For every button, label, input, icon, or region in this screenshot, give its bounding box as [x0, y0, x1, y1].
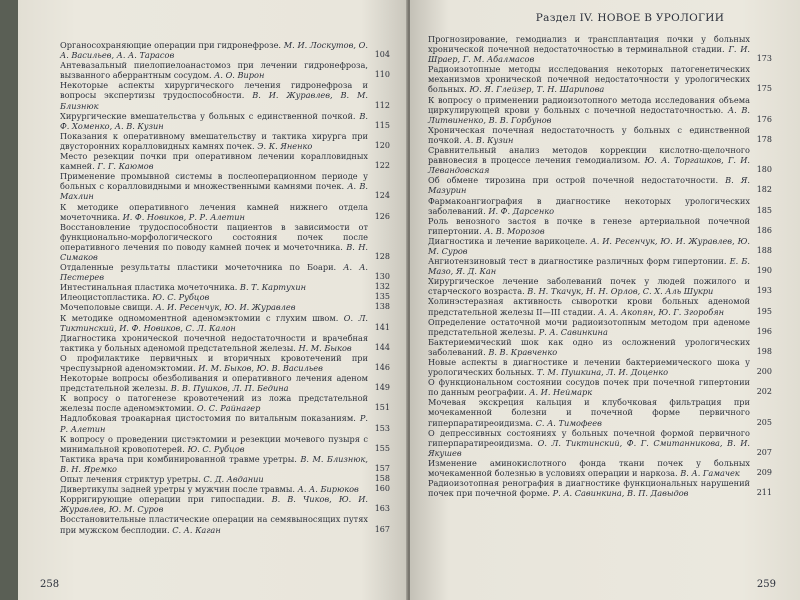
- toc-entry-page: 120: [374, 140, 390, 150]
- toc-entry: [60, 494, 390, 514]
- toc-entry-title: Корригирующие операции при гипоспадии.: [60, 494, 265, 505]
- toc-entry-title: Хирургические вмешательства у больных с единственной почкой.: [60, 110, 356, 121]
- toc-entry-authors: А. О. Вирон: [214, 70, 265, 81]
- toc-entry: [428, 236, 772, 256]
- toc-entry-title: Восстановительные пластические операции на семявыносящих путях при мужском бесплодии.: [60, 514, 368, 535]
- toc-entry-title: О профилактике первичных и вторичных кровотечений при чреспузырной аденомэктомии.: [60, 352, 368, 373]
- toc-entry-title: К методике одномоментной аденомэктомии с глухим швом.: [60, 312, 339, 323]
- toc-entry-title: Органосохраняющие операции при гидронефрозе.: [60, 40, 282, 50]
- toc-entry-authors: С. А. Каган: [172, 524, 221, 535]
- toc-entry: [428, 317, 772, 337]
- toc-entry-page: 196: [756, 326, 772, 336]
- toc-entry-page: 195: [756, 306, 772, 316]
- toc-entry: [428, 125, 772, 145]
- toc-entry-authors: В. Ф. Хоменко, А. В. Кузин: [60, 110, 368, 131]
- toc-entry-authors: Ю. Я. Глейзер, Т. Н. Шарипова: [469, 84, 605, 95]
- toc-entry-title: Диагностика хронической почечной недостаточности и врачебная тактика у больных аденомой предстательной железы.: [60, 332, 368, 353]
- toc-entry: [428, 196, 772, 216]
- left-page: [18, 0, 408, 600]
- toc-entry-page: 155: [374, 443, 390, 453]
- toc-entry-page: 178: [756, 134, 772, 144]
- toc-entry: [60, 514, 390, 534]
- toc-entry-title: Прогнозирование, гемодиализ и трансплантация почки у больных хронической почечной недостаточностью в терминальной стадии.: [428, 34, 750, 55]
- toc-entry: [60, 111, 390, 131]
- toc-entry: [60, 80, 390, 110]
- toc-entry: [428, 34, 772, 64]
- toc-entry: [428, 397, 772, 427]
- toc-entry-page: 182: [756, 185, 772, 195]
- toc-entry-title: К вопросу о патогенезе кровотечений из ложа предстательной железы после аденомэктомии.: [60, 393, 368, 414]
- toc-entry-page: 146: [374, 363, 390, 372]
- toc-entry-authors: А. И. Неймарк: [529, 387, 593, 398]
- toc-entry-authors: Г. Г. Каюмов: [97, 161, 154, 172]
- toc-entry-page: 180: [756, 165, 772, 175]
- toc-entry: [60, 353, 390, 373]
- toc-entry-authors: А. А. Акопян, Ю. Г. Згоробян: [598, 306, 725, 317]
- left-toc-list: [60, 40, 390, 535]
- toc-entry: [60, 313, 390, 333]
- toc-entry-page: 173: [756, 54, 772, 64]
- toc-entry-authors: Э. К. Яненко: [257, 140, 313, 151]
- toc-entry-title: Роль венозного застоя в почке в генезе артериальной почечной гипертонии.: [428, 215, 750, 236]
- toc-entry: [60, 474, 390, 484]
- toc-entry-title: Опыт лечения стриктур уретры.: [60, 474, 201, 485]
- right-page-number: 259: [756, 579, 776, 590]
- toc-entry-authors: Г. И. Шраер, Г. М. Абалмасов: [428, 44, 751, 65]
- toc-entry-authors: В. В. Пушков, Л. П. Бедина: [170, 383, 289, 394]
- toc-entry-page: 205: [756, 417, 772, 427]
- toc-entry-page: 167: [374, 524, 390, 534]
- toc-entry-page: 209: [756, 468, 772, 478]
- toc-entry-authors: А. И. Ресенчук, Ю. И. Журавлев: [155, 302, 296, 313]
- toc-entry-title: К вопросу о применении радиоизотопного метода исследования объема циркулирующей крови у больных с почечной недостаточностью.: [428, 94, 750, 115]
- toc-entry-title: К вопросу о проведении цистэктомии и резекции мочевого пузыря с минимальной кровопотерей.: [60, 433, 368, 454]
- toc-entry-title: Сравнительный анализ методов коррекции кислотно-щелочного равновесия в процессе лечения гемодиализом.: [428, 145, 750, 166]
- toc-entry-title: Определение остаточной мочи радиоизотопным методом при аденоме предстательной железы.: [428, 316, 750, 337]
- toc-entry-authors: В. А. Гамачек: [680, 468, 740, 479]
- toc-entry-page: 198: [756, 346, 772, 356]
- toc-entry-title: Изменение аминокислотного фонда ткани почек у больных мочекаменной болезнью в условиях операции и наркоза.: [428, 457, 750, 479]
- toc-entry: [60, 292, 390, 302]
- toc-entry: [60, 131, 390, 151]
- right-page: [410, 0, 800, 600]
- right-toc-list: [428, 34, 772, 498]
- toc-entry-title: Об обмене тирозина при острой почечной недостаточности.: [428, 175, 719, 186]
- toc-entry-title: Отдаленные результаты пластики мочеточника по Боари.: [60, 262, 337, 273]
- toc-entry-title: Антевазальный пиелопиелоанастомоз при лечении гидронефроза, вызванного аберрантным сосудом.: [60, 60, 368, 81]
- toc-entry-authors: М. И. Лоскутов, О. А. Васильев, А. А. Тарасов: [60, 40, 368, 61]
- toc-entry-page: 207: [756, 447, 772, 457]
- toc-entry-authors: А. В. Литвиненко, В. В. Горбунов: [428, 104, 750, 125]
- toc-entry: [60, 434, 390, 454]
- toc-entry-title: Некоторые аспекты хирургического лечения гидронефроза и вопросы экспертизы трудоспособности.: [60, 80, 368, 101]
- toc-entry: [60, 60, 390, 80]
- toc-entry-authors: Р. Р. Алетин: [60, 413, 368, 434]
- toc-entry-page: 186: [756, 225, 772, 235]
- toc-entry-page: 149: [374, 383, 390, 393]
- toc-entry-title: Тактика врача при комбинированной травме уретры.: [60, 453, 297, 464]
- toc-entry: [60, 302, 390, 312]
- toc-entry: [428, 145, 772, 175]
- toc-entry: [60, 282, 390, 292]
- toc-entry: [60, 151, 390, 171]
- toc-entry: [60, 171, 390, 201]
- toc-entry-title: Восстановление трудоспособности пациентов в зависимости от функционально-морфологического состояния почек после оперативного лечения по поводу камней почек и мочеточника.: [60, 221, 368, 252]
- section-header: Раздел IV. НОВОЕ В УРОЛОГИИ: [535, 12, 725, 24]
- toc-entry-authors: Р. А. Савинкина, В. П. Давыдов: [552, 488, 689, 499]
- toc-entry-title: О депрессивных состояниях у больных почечной формой первичного гиперпаратиреоидизма.: [428, 427, 750, 448]
- toc-entry-title: К методике оперативного лечения камней нижнего отдела мочеточника.: [60, 201, 368, 222]
- toc-entry-title: Холинэстеразная активность сыворотки крови больных аденомой предстательной железы II—III стадии.: [428, 296, 750, 317]
- toc-entry-authors: Ю. А. Торгашков, Г. И. Левандовская: [428, 155, 750, 176]
- toc-entry-authors: А. В. Махлин: [60, 181, 368, 202]
- toc-entry: [428, 175, 772, 195]
- toc-entry-page: 190: [756, 266, 772, 276]
- toc-entry-title: Применение промывной системы в послеоперационном периоде у больных с коралловидными и множественными камнями почек.: [60, 171, 368, 192]
- toc-entry-authors: В. М. Близнюк, В. Н. Яремко: [60, 453, 368, 474]
- toc-entry-page: 130: [374, 272, 390, 282]
- toc-entry-title: Диагностика и лечение варикоцеле.: [428, 235, 588, 246]
- toc-entry-page: 157: [374, 463, 390, 473]
- toc-entry-authors: В. Т. Картухин: [239, 282, 307, 293]
- toc-entry-title: Бактериемический шок как одно из осложнений урологических заболеваний.: [428, 336, 750, 357]
- toc-entry-page: 193: [756, 286, 772, 296]
- toc-entry-page: 135: [374, 292, 390, 302]
- toc-entry: [428, 256, 772, 276]
- toc-entry-page: 141: [374, 322, 390, 332]
- toc-entry-page: 122: [374, 161, 390, 171]
- toc-entry: [60, 222, 390, 262]
- toc-entry: [60, 40, 390, 60]
- toc-entry-title: Илеоцистопластика.: [60, 292, 150, 303]
- toc-entry-authors: В. И. Журавлев, В. М. Близнюк: [60, 90, 369, 111]
- toc-entry-page: 104: [374, 50, 390, 60]
- toc-entry-authors: А. А. Пестерев: [60, 262, 368, 283]
- toc-entry-authors: О. Л. Тиктинский, И. Ф. Новиков, С. Л. Калон: [60, 312, 369, 333]
- toc-entry: [60, 413, 390, 433]
- toc-entry-authors: О. Л. Тиктинский, Ф. Г. Смитанникова, В. И. Якушев: [428, 437, 751, 458]
- toc-entry-authors: И. Ф. Новиков, Р. Р. Алетин: [122, 211, 245, 222]
- toc-entry-authors: Р. А. Савинкина: [538, 326, 608, 337]
- left-page-number: 258: [40, 579, 60, 590]
- toc-entry-authors: И. М. Быков, Ю. В. Васильев: [198, 363, 323, 373]
- toc-entry-authors: Ю. С. Рубцов: [152, 292, 210, 303]
- toc-entry-page: 211: [756, 488, 772, 498]
- toc-entry-authors: О. С. Райнагер: [196, 403, 261, 414]
- toc-entry-page: 153: [374, 423, 390, 433]
- toc-entry: [428, 216, 772, 236]
- toc-entry-page: 175: [756, 84, 772, 94]
- toc-entry: [428, 337, 772, 357]
- toc-entry-title: Новые аспекты в диагностике и лечении бактериемического шока у урологических больных.: [428, 357, 750, 378]
- toc-entry-title: Хроническая почечная недостаточность у больных с единственной почкой.: [428, 124, 750, 145]
- toc-entry-page: 112: [374, 100, 390, 110]
- toc-entry-authors: А. И. Ресенчук, Ю. И. Журавлев, Ю. М. Суров: [428, 235, 750, 256]
- toc-entry-authors: А. В. Морозов: [484, 225, 545, 236]
- toc-entry-title: Показания к оперативному вмешательству и тактика хирурга при двусторонних коралловидных камнях почек.: [60, 130, 368, 151]
- toc-entry-page: 185: [756, 205, 772, 215]
- toc-entry-page: 126: [374, 211, 390, 221]
- toc-entry-page: 188: [756, 245, 772, 255]
- toc-entry-title: Радиоизотопная ренография в диагностике функциональных нарушений почек при почечной форме.: [428, 478, 750, 499]
- toc-entry-title: Мочеполовые свищи.: [60, 302, 153, 313]
- toc-entry-title: Некоторые вопросы обезболивания и оперативного лечения аденом предстательной железы.: [60, 373, 368, 394]
- toc-entry: [428, 357, 772, 377]
- toc-entry-page: 144: [374, 342, 390, 352]
- toc-entry: [60, 202, 390, 222]
- toc-entry-page: 124: [374, 191, 390, 201]
- toc-entry-page: 138: [374, 302, 390, 312]
- toc-entry-page: 202: [756, 387, 772, 397]
- toc-entry: [60, 454, 390, 474]
- toc-entry: [60, 333, 390, 353]
- toc-entry-authors: Н. М. Быков: [298, 342, 352, 353]
- toc-entry-authors: В. Я. Мазурин: [428, 175, 751, 196]
- toc-entry: [428, 478, 772, 498]
- toc-entry-title: О функциональном состоянии сосудов почек при почечной гипертонии по данным реографии.: [428, 377, 750, 398]
- toc-entry-authors: С. Д. Авдании: [203, 474, 264, 485]
- toc-entry-page: 115: [374, 120, 390, 130]
- toc-entry-authors: В. Н. Симаков: [60, 241, 368, 262]
- toc-entry-title: Дивертикулы задней уретры у мужчин после травмы.: [60, 484, 296, 495]
- toc-entry-authors: А. В. Кузин: [464, 134, 514, 145]
- toc-entry: [428, 377, 772, 397]
- toc-entry-authors: В. В. Чиков, Ю. И. Журавлев, Ю. М. Суров: [60, 494, 368, 515]
- toc-entry-authors: И. Ф. Дарсенко: [488, 205, 555, 216]
- toc-entry-page: 158: [374, 474, 390, 484]
- toc-entry: [428, 64, 772, 94]
- toc-entry-page: 110: [374, 70, 390, 80]
- toc-entry-title: Мочевая экскреция кальция и клубочковая фильтрация при мочекаменной болезни и почечной форме первичного гиперпаратиреоидизма.: [428, 397, 750, 428]
- toc-entry: [428, 428, 772, 458]
- toc-entry: [428, 296, 772, 316]
- toc-entry-title: Надлобковая троакарная цистостомия по витальным показаниям.: [60, 413, 356, 424]
- toc-entry-authors: А. А. Бирюков: [297, 484, 359, 495]
- toc-entry-authors: Е. Б. Мазо, Я. Д. Кан: [428, 256, 750, 277]
- toc-entry-page: 128: [374, 251, 390, 261]
- toc-entry-page: 160: [374, 484, 390, 494]
- toc-entry-authors: В. Н. Ткачук, Н. Н. Орлов, С. Х. Аль Шукри: [527, 286, 714, 297]
- toc-entry-title: Интестинальная пластика мочеточника.: [60, 282, 238, 293]
- toc-entry-title: Место резекции почки при оперативном лечении коралловидных камней.: [60, 151, 368, 172]
- toc-entry-page: 176: [756, 114, 772, 124]
- toc-entry: [60, 373, 390, 393]
- toc-entry-authors: Ю. С. Рубцов: [187, 443, 245, 454]
- toc-entry-page: 132: [374, 282, 390, 292]
- toc-entry-authors: Т. М. Пушкина, Л. И. Доценко: [536, 367, 669, 378]
- toc-entry: [428, 458, 772, 478]
- open-book: [18, 0, 800, 600]
- toc-entry-title: Ангиотензиновый тест в диагностике различных форм гипертонии.: [428, 256, 727, 267]
- toc-entry-page: 151: [374, 403, 390, 413]
- toc-entry: [60, 393, 390, 413]
- toc-entry: [428, 95, 772, 125]
- toc-entry: [60, 262, 390, 282]
- toc-entry-title: Фармакоангиография в диагностике некоторых урологических заболеваний.: [428, 195, 750, 216]
- toc-entry-page: 163: [374, 504, 390, 514]
- toc-entry-page: 200: [756, 367, 772, 377]
- toc-entry: [60, 484, 390, 494]
- toc-entry-title: Радиоизотопные методы исследования некоторых патогенетических механизмов хронической почечной недостаточности у урологических больных.: [428, 64, 750, 95]
- toc-entry-authors: В. В. Кравченко: [488, 346, 558, 357]
- toc-entry-title: Хирургическое лечение заболеваний почек у людей пожилого и старческого возраста.: [428, 276, 750, 297]
- toc-entry-authors: С. А. Тимофеев: [535, 417, 602, 428]
- toc-entry: [428, 276, 772, 296]
